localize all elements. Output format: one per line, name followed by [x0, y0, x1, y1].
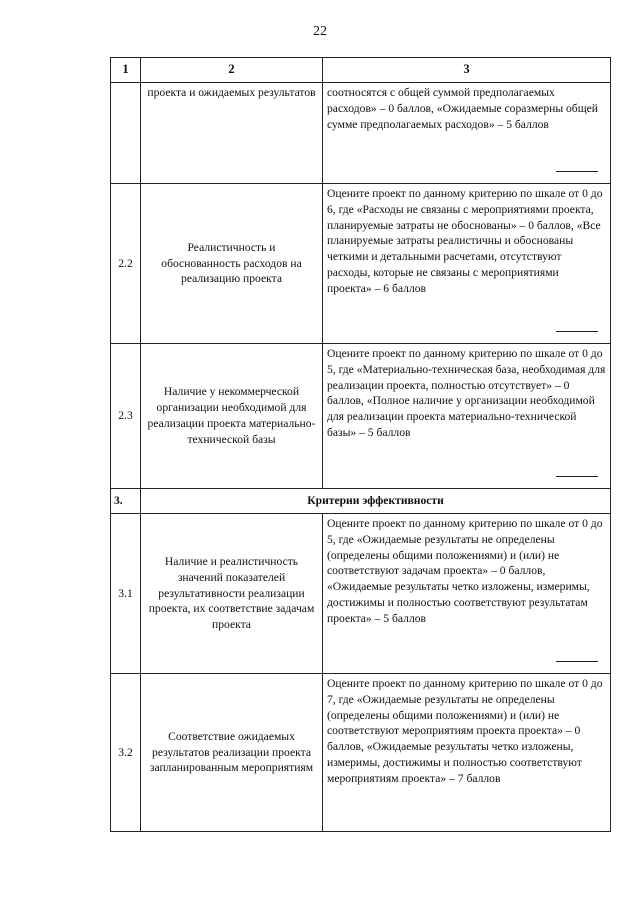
criterion-number — [111, 83, 141, 184]
column-header-1: 1 — [111, 58, 141, 83]
criterion-description — [323, 344, 611, 489]
table-row-2-3 — [111, 344, 611, 489]
criterion-number: 3.2 — [111, 674, 141, 832]
section-row-3 — [111, 489, 611, 514]
criterion-description-text: Оцените проект по данному критерию по шкале от 0 до 7, где «Ожидаемые результаты не определены (определены общими положениями) и (или) не соответствуют мероприятиям проекта проекта» – 0 баллов, «Ожидаемые результаты четко изложены, измеримы, достижимы и полностью соответствуют мероприятиям проекта» – 7 баллов — [327, 677, 603, 785]
criterion-number: 2.2 — [111, 184, 141, 344]
section-number: 3. — [111, 489, 141, 514]
criterion-description-text: Оцените проект по данному критерию по шкале от 0 до 5, где «Ожидаемые результаты не определены (определены общими положениями) и (или) не соответствуют задачам проекта» – 0 баллов, «Ожидаемые результаты четко изложены, измеримы, достижимы и полностью соответствуют результатам проекта» – 5 баллов — [327, 517, 603, 625]
criterion-name: проекта и ожидаемых результатов — [141, 83, 323, 184]
criterion-description — [323, 83, 611, 184]
table-header-row — [111, 58, 611, 83]
criterion-number: 3.1 — [111, 514, 141, 674]
table-row-3-1 — [111, 514, 611, 674]
criterion-description — [323, 514, 611, 674]
column-header-3: 3 — [323, 58, 611, 83]
criterion-description — [323, 674, 611, 832]
criterion-name: Наличие и реалистичность значений показателей результативности реализации проекта, их соответствие задачам проекта — [141, 514, 323, 674]
signature-line — [556, 476, 598, 477]
criterion-description — [323, 184, 611, 344]
table-row-continued — [111, 83, 611, 184]
criterion-name: Соответствие ожидаемых результатов реализации проекта запланированным мероприятиям — [141, 674, 323, 832]
criterion-number: 2.3 — [111, 344, 141, 489]
page-number: 22 — [313, 24, 327, 39]
criterion-name: Реалистичность и обоснованность расходов на реализацию проекта — [141, 184, 323, 344]
table-row-2-2 — [111, 184, 611, 344]
criteria-table — [110, 57, 611, 832]
column-header-2: 2 — [141, 58, 323, 83]
table-row-3-2 — [111, 674, 611, 832]
criterion-description-text: соотносятся с общей суммой предполагаемых расходов» – 0 баллов, «Ожидаемые соразмерны общей сумме предполагаемых расходов» – 5 баллов — [327, 86, 598, 131]
criterion-name: Наличие у некоммерческой организации необходимой для реализации проекта материально-технической базы — [141, 344, 323, 489]
criterion-description-text: Оцените проект по данному критерию по шкале от 0 до 5, где «Материально-техническая база, необходимая для реализации проекта, полностью отсутствует» – 0 баллов, «Полное наличие у организации необходимой для реализации проекта материально-технической базы» – 5 баллов — [327, 347, 606, 439]
signature-line — [556, 331, 598, 332]
criterion-description-text: Оцените проект по данному критерию по шкале от 0 до 6, где «Расходы не связаны с мероприятиями проекта, планируемые затраты не обоснованы» – 0 баллов, «Все планируемые затраты реалистичны и обоснованы четкими и детальными расчетами, отсутствуют расходы, которые не связаны с мероприятиями проекта» – 6 баллов — [327, 187, 603, 295]
section-title: Критерии эффективности — [141, 489, 611, 514]
signature-line — [556, 171, 598, 172]
signature-line — [556, 661, 598, 662]
